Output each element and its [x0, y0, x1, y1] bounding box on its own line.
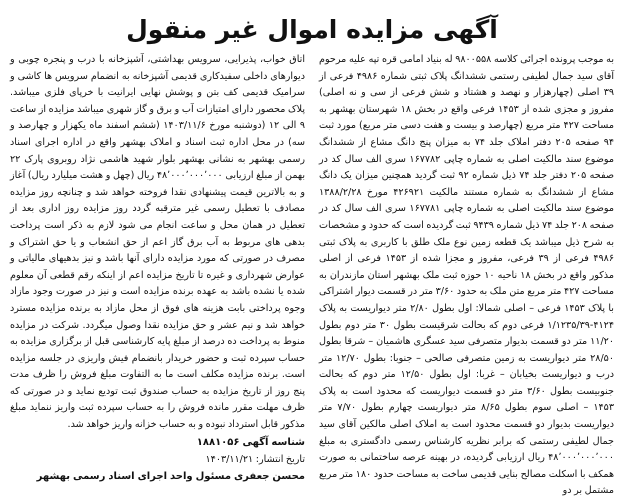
signature-line: محسن جعفری مسئول واحد اجرای اسناد رسمی بهشهر [36, 470, 305, 482]
right-column-text: به موجب پرونده اجرائی کلاسه ۹۸۰۰۵۵۸ له بنیاد امامی قره تپه علیه مرحوم آقای سید جمال لطیفی رستمی ششدانگ پلاک ثبتی شماره ۴۹۸۶ فرعی از ۳۹ اصلی (چهارهزار و نهصد و هشتاد و شش فرعی از سی و نه اصلی) مفروز و مجزی شده از ۱۴۵۳ فرعی واقع در بخش ۱۸ شهرستان بهشهر به مساحت ۴۲۷ متر مربع (چهارصد و بیست و هفت دسی متر مربع) مورد ثبت ۹۴ صفحه ۲۰۵ دفتر املاک جلد ۷۴ به میزان پنج دانگ مشاع از ششدانگ موضوع سند مالکیت اصلی به شماره چاپی ۱۶۷۷۸۲ سری الف سال کد در صفحه ۲۰۵ دفتر جلد ۷۴ ذیل شماره ۹۲ ثبت گردید همچنین میزان یک دانگ مشاع از ششدانگ به شماره مستند مالکیت ۴۲۶۹۲۱ مورخ ۱۳۸۸/۲/۲۸ موضوع سند مالکیت اصلی به شماره چاپی ۱۶۷۷۸۱ سری الف سال کد در صفحه ۲۰۸ جلد ۷۴ ذیل شماره ۹۴۳۹ ثبت گردیده است که حدود و مشخصات به شرح ذیل میباشد یک قطعه زمین نوع ملک طلق با کاربری به پلاک ثبتی ۴۹۸۶ فرعی از ۳۹ فرعی، مفروز و مجزا شده از ۱۴۵۳ فرعی از اصلی مذکور واقع در بخش ۱۸ ناحیه ۱۰ حوزه ثبت ملک بهشهر استان مازندران به مساحت ۴۲۷ متر مربع متن ملک به حدود ۳/۶۰ متر در قسمت دیوار اشتراکی با پلاک ۱۴۵۳ فرعی – اصلی شمالا: اول بطول ۲/۸۰ متر دیواریست به پلاک ۴۱۲۴-۱/۱۲۳۵/۳۹ فرعی دوم که بحالت شرقیست بطول ۳۰ متر دوم بطول ۱۱/۲۰ متر دو قسمت بدیوار متصرفی سید عسگری هاشمیان – شرقا بطول ۲۸/۵۰ متر دیواریست به زمین متصرفی صالحی – جنوبا: بطول ۱۲/۷۰ متر درب و دیواریست بخیابان – غربا: اول بطول ۱۲/۵۰ متر دوم که بحالت جنوبیست بطول ۳/۶۰ متر دو قسمت دیواریست که محدود است به پلاک ۱۴۵۳ – اصلی سوم بطول ۸/۶۵ متر دیواریست چهارم بطول ۷/۷۰ متر دیواریست بدیوار دو قسمت محدود است به املاک اصلی مالکین آقای سید جمال لطیفی رستمی که برابر نظریه کارشناس رسمی دادگستری به مبلغ ۴۸٬۰۰۰٬۰۰۰٬۰۰۰ ریال ارزیابی گردیده، در بهینه عرصه ساختمانی به صورت همکف با اسکلت مصالح بنایی قدیمی ساخت به مساحت حدود ۱۸۰ متر مربع مشتمل بر دو [319, 54, 615, 497]
notice-columns [10, 52, 615, 497]
right-column [315, 52, 615, 497]
left-column [10, 52, 309, 482]
publish-date-value: ۱۴۰۳/۱۱/۲۱ [205, 453, 254, 465]
notice-title: آگهی مزایده اموال غیر منقول [126, 15, 498, 44]
left-column-text: اتاق خواب، پذیرایی، سرویس بهداشتی، آشپزخانه با درب و پنجره چوبی و دیوارهای داخلی سفیدکاری قدیمی آشپزخانه به انضمام سرویس ها کاشی و سرامیک قدیمی کف بتن و پوشش نهایی ایرانیت با خرپای فلزی میباشد. پلاک محصور دارای امتیازات آب و برق و گاز شهری میباشد مزایده از ساعت ۹ الی ۱۲ (دوشنبه مورخ ۱۴۰۳/۱۱/۶ (ششم اسفند ماه یکهزار و چهارصد و سه) در محل اداره ثبت اسناد و املاک بهشهر واقع در اداره اجرای اسناد رسمی بهشهر به نشانی بهشهر بلوار شهید هاشمی نژاد روبروی پارک ۲۲ بهمن از مبلغ ارزیابی ۴۸٬۰۰۰٬۰۰۰٬۰۰۰ ریال (چهل و هشت میلیارد ریال) آغاز و به بالاترین قیمت پیشنهادی نقدا فروخته خواهد شد و چنانچه روز مزایده مصادف با تعطیل رسمی غیر مترقبه گردد روز مزایده روز اداری بعد از تعطیل در همان محل و ساعت انجام می شود لازم به ذکر است پرداخت بدهی های مربوط به آب برق گاز اعم از حق انشعاب و یا حق اشتراک و مصرف در صورتی که مورد مزایده دارای آنها باشد و نیز بدهیهای مالیاتی و عوارض شهرداری و غیره تا تاریخ مزایده اعم از اینکه رقم قطعی آن معلوم شده یا نشده باشد به عهده برنده مزایده است و نیز در صورت وجود مازاد وجوه پرداختی بابت هزینه های فوق از محل مازاد به برنده مزایده مسترد خواهد شد و نیم عشر و حق مزایده نقدا وصول میگردد. شرکت در مزایده منوط به پرداخت ده درصد از مبلغ پایه کارشناسی قبل از برگزاری مزایده به حساب سپرده ثبت و حضور خریدار بانضمام فیش واریزی در جلسه مزایده است. برنده مزایده مکلف است ما به التفاوت مبلغ فروش را ظرف مدت پنج روز از تاریخ مزایده به حساب صندوق ثبت تودیع نماید و در صورتی که ظرف مهلت مقرر مانده فروش را به حساب سپرده ثبت واریز ننماید مبلغ مذکور قابل استرداد نبوده و به حساب خزانه واریز خواهد شد. [10, 54, 306, 431]
shenase-label: شناسه آگهی [242, 436, 305, 448]
publish-date-label: تاریخ انتشار: [255, 453, 305, 465]
signature-block [10, 434, 305, 485]
shenase-value: ۱۸۸۱۰۵۶ [196, 436, 240, 448]
publish-date-line [10, 451, 305, 468]
shenase-line [10, 434, 305, 451]
